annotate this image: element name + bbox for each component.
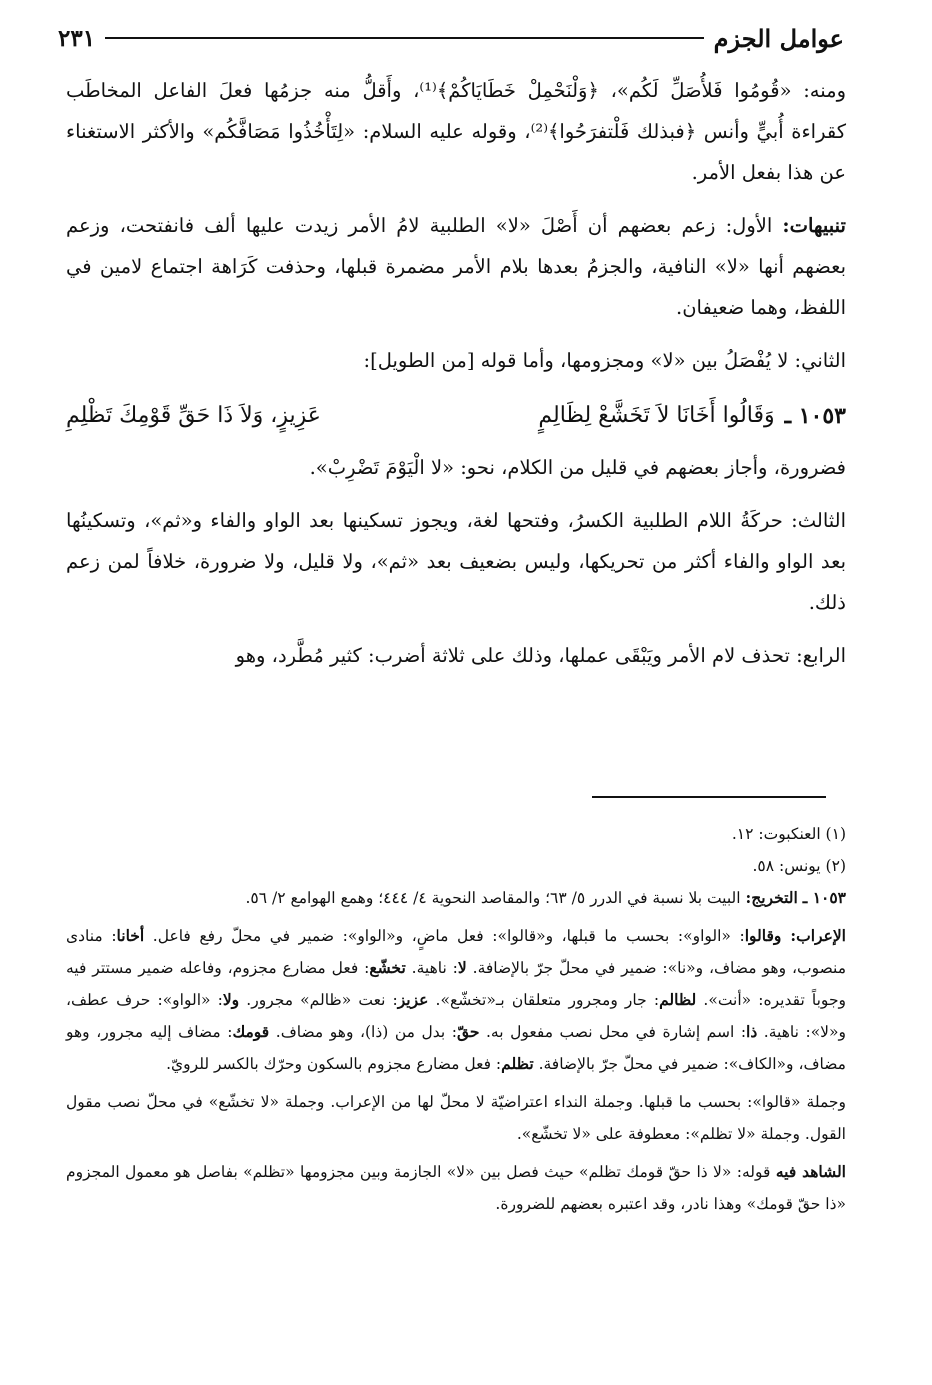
paragraph-1: ومنه: «قُومُوا فَلأُصَلِّ لَكُم»، ﴿وَلْنَحْمِلْ خَطَايَاكُمْ﴾⁽¹⁾، وأَقلُّ منه جزمُها فعلَ الفاعل المخاطَب كقراءة أُبيٍّ وأنس ﴿فبذلك فَلْتفرَحُوا﴾⁽²⁾، وقوله عليه السلام: «لِتَأْخُذُوا مَصَافَّكُم» والأكثر الاستغناء عن هذا بفعل الأمر. bbox=[66, 79, 846, 184]
irab-note bbox=[66, 920, 846, 1080]
footnote-2: (٢) يونس: ٥٨. bbox=[752, 857, 846, 875]
irab-explanation: : منادى منصوب، وهو مضاف، و«نا»: ضمير في محلّ جرّ بالإضافة. bbox=[66, 927, 847, 977]
irab-explanation: : اسم إشارة في محل نصب مفعول به. bbox=[479, 1023, 747, 1041]
page-number: ٢٣١ bbox=[58, 24, 96, 52]
takhrij-note bbox=[66, 882, 846, 914]
header-title: عوامل الجزم bbox=[713, 23, 844, 53]
verse-first-hemistich: وَقَالُوا أَخَانَا لاَ تَخَشَّعْ لِظَالِمٍ bbox=[538, 403, 775, 428]
irab-explanation: : «الواو»: حرف عطف، و«لا»: ناهية. bbox=[66, 991, 846, 1041]
running-header bbox=[58, 18, 844, 58]
takhrij-text: البيت بلا نسبة في الدرر ٥/ ٦٣؛ والمقاصد النحوية ٤/ ٤٤٤؛ وهمع الهوامع ٢/ ٥٦. bbox=[245, 889, 746, 907]
paragraph-2-body: الأول: زعم بعضهم أن أَصْلَ «لا» الطلبية لامُ الأمر زيدت عليها ألف فانفتحت، وزعم بعضهم أنها «لا» النافية، والجزمُ بعدها بلام الأمر مضمرة قبلها، وحذفت كَرَاهة اجتماع لامين في اللفظ، وهما ضعيفان. bbox=[66, 214, 846, 319]
paragraph-2-lead: تنبيهات: bbox=[782, 214, 846, 237]
irab-term: ذا bbox=[746, 1022, 758, 1041]
irab-explanation: : ناهية. bbox=[405, 959, 458, 977]
verse-first-part bbox=[538, 393, 846, 439]
shahid-label: الشاهد فيه bbox=[775, 1162, 846, 1181]
irab-explanation: : مضاف إليه مجرور، وهو مضاف، و«الكاف»: ضمير في محلّ جرّ بالإضافة. bbox=[66, 1023, 846, 1073]
irab-term: تخشّع bbox=[369, 958, 406, 977]
shahid-text: قوله: «لا ذا حقّ قومك تظلم» حيث فصل بين «لا» الجازمة وبين مجزومها «تظلم» بفاصل هو معمول المجزوم «ذا حقّ قومك» وهذا نادر، وقد اعتبره بعضهم للضرورة. bbox=[66, 1163, 846, 1213]
irab-term: أخانا bbox=[116, 926, 145, 945]
shahid-note bbox=[66, 1156, 846, 1220]
paragraph-6: الرابع: تحذف لام الأمر ويَبْقَى عملها، وذلك على ثلاثة أضرب: كثير مُطَّرد، وهو bbox=[235, 644, 846, 667]
paragraph-2 bbox=[66, 205, 846, 328]
irab-explanation: : فعل مضارع مجزوم، وفاعله ضمير مستتر فيه وجوباً تقديره: «أنت». bbox=[66, 959, 847, 1009]
takhrij-label: التخريج: bbox=[745, 888, 798, 907]
irab-explanation: : بدل من (ذا)، وهو مضاف. bbox=[269, 1023, 457, 1041]
irab-term: تظلم bbox=[501, 1054, 534, 1073]
irab-term: الإعراب: وقالوا bbox=[744, 926, 846, 945]
poetry-verse bbox=[66, 393, 846, 439]
jumla-note: وجملة «قالوا»: بحسب ما قبلها. وجملة النداء اعتراضيّة لا محلّ لها من الإعراب. وجملة «لا تخشّع» في محلّ نصب مقول القول. وجملة «لا تظلم»: معطوفة على «لا تخشّع». bbox=[66, 1093, 846, 1143]
irab-term: ولا bbox=[222, 990, 240, 1009]
footnote-1: (١) العنكبوت: ١٢. bbox=[731, 825, 846, 843]
irab-explanation: : نعت «ظالم» مجرور. bbox=[239, 991, 398, 1009]
main-text bbox=[66, 70, 846, 688]
verse-second-hemistich: عَزِيزٍ، وَلاَ ذَا حَقِّ قَوْمِكَ تَظْلِمِ bbox=[66, 403, 321, 428]
header-rule bbox=[105, 37, 704, 39]
irab-explanation: : «الواو»: بحسب ما قبلها، و«قالوا»: فعل ماضٍ، و«الواو»: ضمير في محلّ رفع فاعل. bbox=[144, 927, 745, 945]
takhrij-number: ١٠٥٣ ـ bbox=[802, 888, 846, 907]
footnote-separator bbox=[592, 796, 826, 798]
irab-explanation: : جار ومجرور متعلقان بـ«تخشّع». bbox=[428, 991, 660, 1009]
paragraph-5: الثالث: حركَةُ اللام الطلبية الكسرُ، وفتحها لغة، ويجوز تسكينها بعد الواو والفاء و«ثم»، وتسكينُها بعد الواو والفاء أكثر من تحريكها، وليس بضعيف بعد «ثم»، ولا قليل، ولا ضرورة، خلافاً لمن زعم ذلك. bbox=[66, 509, 846, 614]
footnotes bbox=[66, 818, 846, 1226]
irab-term: حقّ bbox=[456, 1022, 480, 1041]
irab-term: لظالم bbox=[659, 990, 697, 1009]
verse-number: ١٠٥٣ ـ bbox=[784, 403, 846, 429]
irab-term: عزيز bbox=[397, 990, 429, 1009]
paragraph-3: الثاني: لا يُفْصَلُ بين «لا» ومجزومها، وأما قوله [من الطويل]: bbox=[363, 349, 846, 372]
paragraph-4: فضرورة، وأجاز بعضهم في قليل من الكلام، نحو: «لا الْيَوْمَ تَضْرِبْ». bbox=[309, 456, 846, 479]
irab-explanation: : فعل مضارع مجزوم بالسكون وحرّك بالكسر للرويّ. bbox=[166, 1055, 502, 1073]
irab-term: لا bbox=[457, 958, 467, 977]
irab-term: قومك bbox=[232, 1022, 270, 1041]
